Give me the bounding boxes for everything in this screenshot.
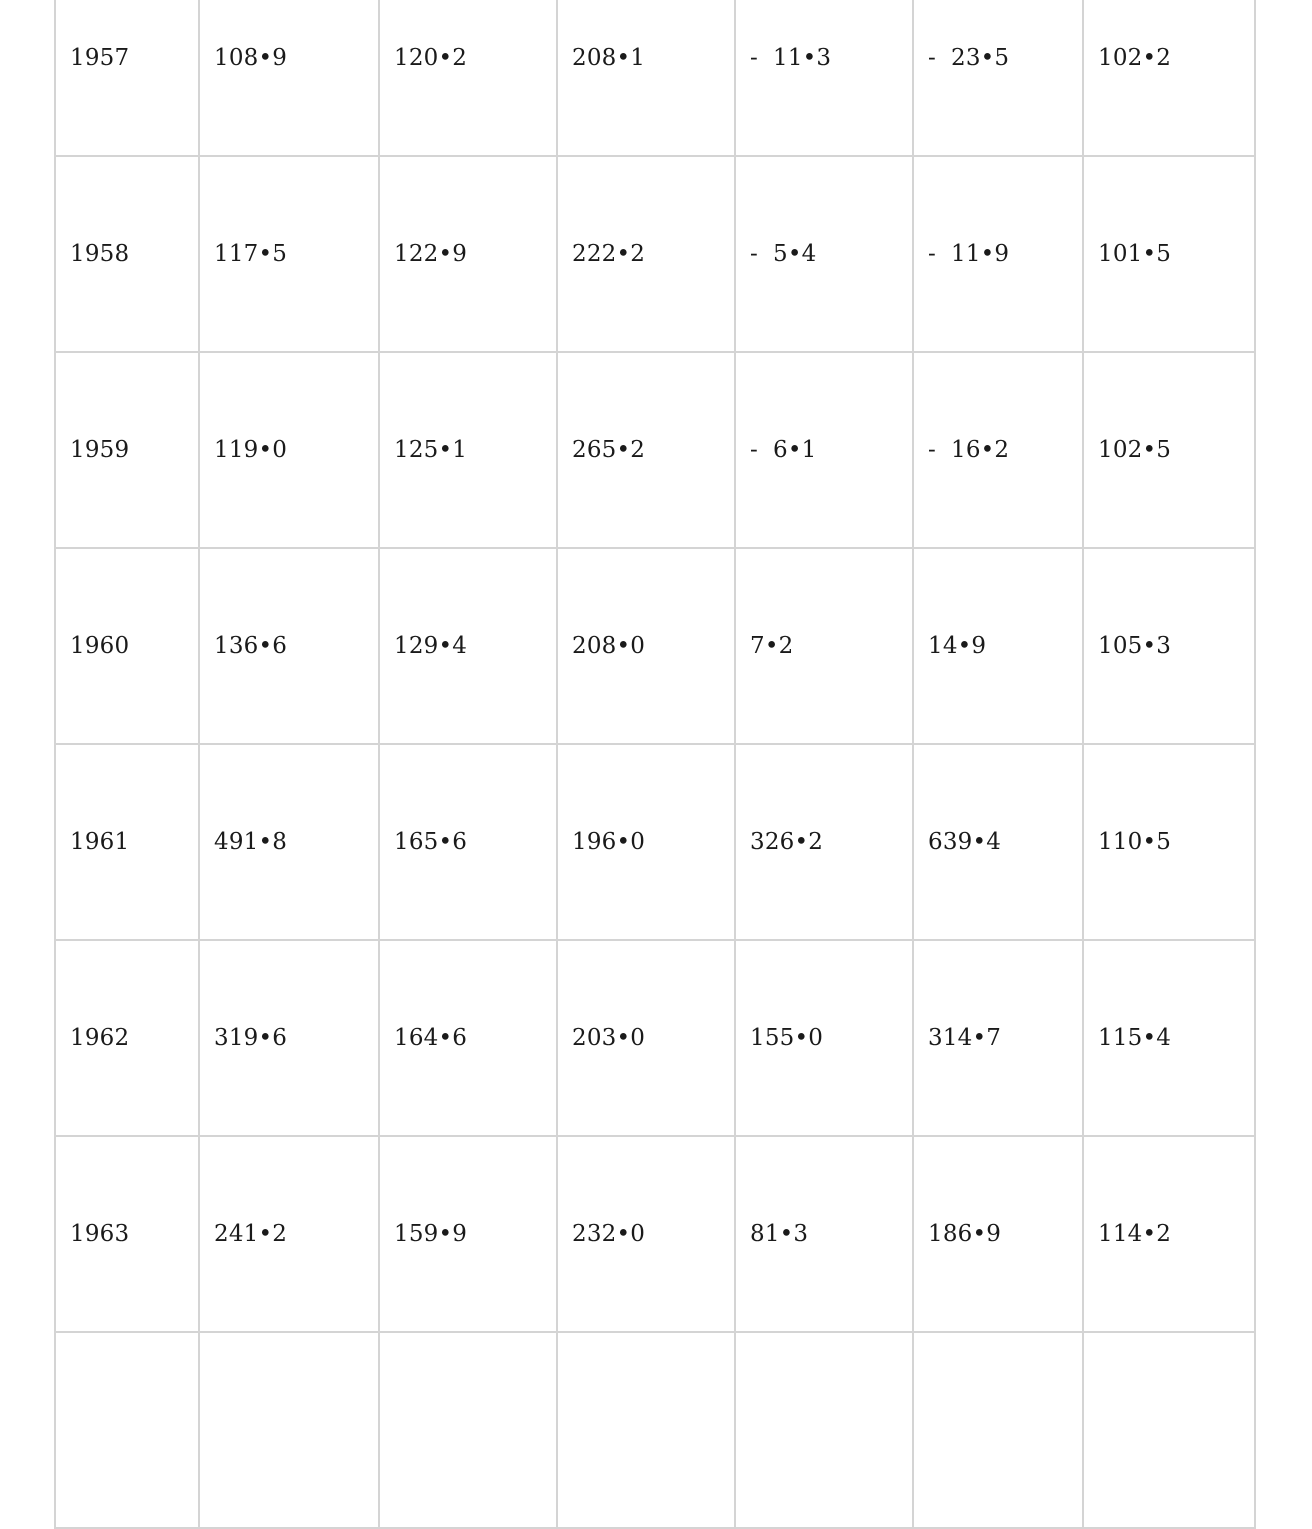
table-cell-year: 1959	[55, 352, 199, 548]
table-cell: 319•6	[199, 940, 379, 1136]
table-cell: 110•5	[1083, 744, 1255, 940]
table-row	[55, 548, 1255, 744]
table-cell: 14•9	[913, 548, 1083, 744]
table-cell: 7•2	[735, 548, 913, 744]
table-cell: 639•4	[913, 744, 1083, 940]
table-cell: 196•0	[557, 744, 735, 940]
table-cell: - 6•1	[735, 352, 913, 548]
table-cell: 81•3	[735, 1136, 913, 1332]
table-cell-empty	[913, 1332, 1083, 1528]
table-cell: 241•2	[199, 1136, 379, 1332]
table-row	[55, 940, 1255, 1136]
table-cell: - 23•5	[913, 0, 1083, 156]
table-cell: - 11•9	[913, 156, 1083, 352]
table-cell: 232•0	[557, 1136, 735, 1332]
table-cell: 117•5	[199, 156, 379, 352]
table-cell: 208•0	[557, 548, 735, 744]
table-cell: 102•5	[1083, 352, 1255, 548]
table-row	[55, 744, 1255, 940]
table-cell: 125•1	[379, 352, 557, 548]
data-table	[54, 0, 1256, 1529]
table-cell: 155•0	[735, 940, 913, 1136]
table-row-partial	[55, 1332, 1255, 1528]
table-cell-empty	[199, 1332, 379, 1528]
table-cell-year: 1961	[55, 744, 199, 940]
table-cell: - 16•2	[913, 352, 1083, 548]
table-cell: 101•5	[1083, 156, 1255, 352]
table-cell: 122•9	[379, 156, 557, 352]
table-row	[55, 352, 1255, 548]
table-cell: 203•0	[557, 940, 735, 1136]
table-cell-empty	[1083, 1332, 1255, 1528]
table-cell: 102•2	[1083, 0, 1255, 156]
table-cell: 115•4	[1083, 940, 1255, 1136]
table-cell: 105•3	[1083, 548, 1255, 744]
table-cell-year: 1960	[55, 548, 199, 744]
table-cell-empty	[735, 1332, 913, 1528]
table-cell-year: 1962	[55, 940, 199, 1136]
table-cell-empty	[557, 1332, 735, 1528]
table-cell: 165•6	[379, 744, 557, 940]
table-cell-year: 1957	[55, 0, 199, 156]
table-cell-year: 1958	[55, 156, 199, 352]
table-cell: 120•2	[379, 0, 557, 156]
table-cell: 208•1	[557, 0, 735, 156]
table-row	[55, 1136, 1255, 1332]
table-cell: 108•9	[199, 0, 379, 156]
table-cell: 314•7	[913, 940, 1083, 1136]
table-cell: 164•6	[379, 940, 557, 1136]
table-cell-empty	[55, 1332, 199, 1528]
table-cell: 326•2	[735, 744, 913, 940]
table-row	[55, 156, 1255, 352]
table-cell-empty	[379, 1332, 557, 1528]
data-table-container	[54, 0, 1254, 1529]
table-cell: 159•9	[379, 1136, 557, 1332]
table-cell: 136•6	[199, 548, 379, 744]
table-cell: 491•8	[199, 744, 379, 940]
table-cell: 222•2	[557, 156, 735, 352]
table-cell: 186•9	[913, 1136, 1083, 1332]
table-cell: - 11•3	[735, 0, 913, 156]
table-row	[55, 0, 1255, 156]
table-cell-year: 1963	[55, 1136, 199, 1332]
table-cell: 119•0	[199, 352, 379, 548]
table-cell: 129•4	[379, 548, 557, 744]
table-cell: 114•2	[1083, 1136, 1255, 1332]
table-cell: 265•2	[557, 352, 735, 548]
table-cell: - 5•4	[735, 156, 913, 352]
